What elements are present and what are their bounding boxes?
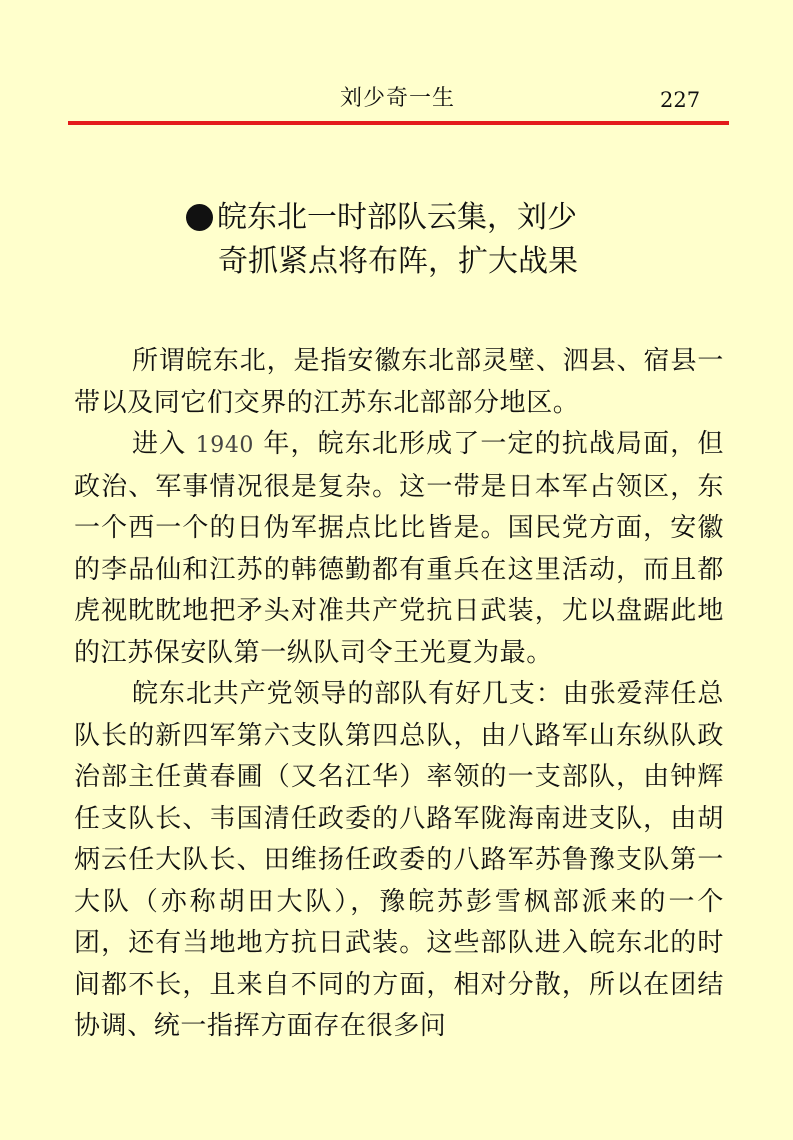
- heading-line-1: [186, 196, 746, 240]
- bullet-icon: [186, 204, 213, 231]
- paragraph: [74, 424, 724, 674]
- paragraph: 皖东北共产党领导的部队有好几支：由张爱萍任总队长的新四军第六支队第四总队，由八路军山东纵队政治部主任黄春圃（又名江华）率领的一支部队，由钟辉任支队长、韦国清任政委的八路军陇海南进支队，由胡炳云任大队长、田维扬任政委的八路军苏鲁豫支队第一大队（亦称胡田大队），豫皖苏彭雪枫部派来的一个团，还有当地地方抗日武装。这些部队进入皖东北的时间都不长，且来自不同的方面，相对分散，所以在团结协调、统一指挥方面存在很多问: [74, 679, 724, 1041]
- paragraph-text: 进入: [132, 429, 187, 459]
- running-header: [0, 84, 793, 118]
- heading-line-2: 奇抓紧点将布阵，扩大战果: [218, 244, 578, 279]
- book-title: 刘少奇一生: [340, 86, 456, 111]
- heading-line-1-text: 皖东北一时部队云集，刘少: [217, 200, 577, 235]
- page-number: 227: [660, 88, 701, 112]
- year-number: 1940: [195, 433, 255, 458]
- header-rule: [68, 121, 729, 125]
- paragraph: 所谓皖东北，是指安徽东北部灵壁、泗县、宿县一带以及同它们交界的江苏东北部部分地区。: [74, 346, 724, 418]
- body-text: [74, 341, 724, 1048]
- paragraph-text: 年，皖东北形成了一定的抗战局面，但政治、军事情况很是复杂。这一带是日本军占领区，东一个西一个的日伪军据点比比皆是。国民党方面，安徽的李品仙和江苏的韩德勤都有重兵在这里活动，而且都虎视眈眈地把矛头对准共产党抗日武装，尤以盘踞此地的江苏保安队第一纵队司令王光夏为最。: [74, 429, 724, 668]
- section-heading: [186, 196, 746, 284]
